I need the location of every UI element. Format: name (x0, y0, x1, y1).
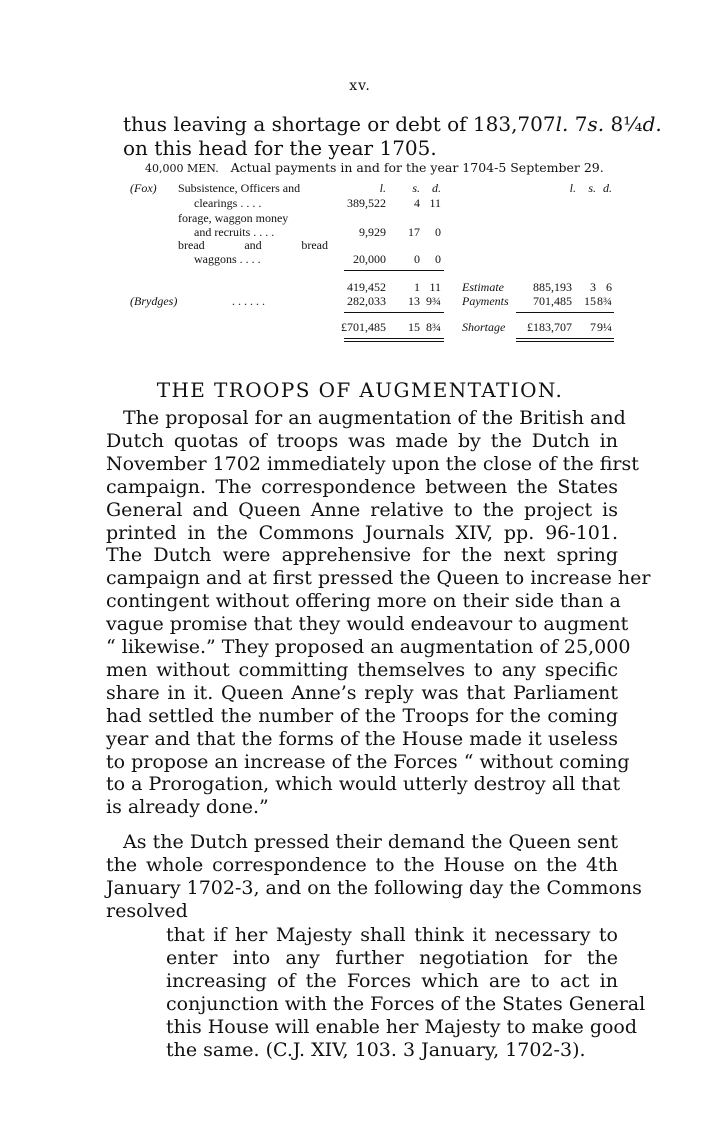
paragraph-1-line: The proposal for an augmentation of the British and (123, 407, 626, 429)
paragraph-1-line: campaign. The correspondence between the States (106, 475, 618, 498)
paragraph-1-line: vague promise that they would endeavour to augment (106, 613, 629, 636)
paragraph-1-line: men without committing themselves to any specific (106, 658, 618, 681)
row-label-brydges: (Brydges) (130, 294, 178, 308)
estimate-d: 6 (606, 280, 612, 294)
subtotal-s: 1 (414, 280, 420, 294)
paragraph-1-line: share in it. Queen Anne’s reply was that Parliament (106, 681, 618, 704)
paragraph-1-line: November 1702 immediately upon the close of the first (106, 452, 639, 475)
estimate-label: Estimate (462, 280, 504, 294)
paragraph-1-line: had settled the number of the Troops for the coming (106, 704, 618, 727)
paragraph-1-line: campaign and at first pressed the Queen to increase her (106, 567, 651, 590)
row3-s: 0 (414, 252, 420, 266)
subtotal-d: 11 (429, 280, 441, 294)
paragraph-1-line: is already done.” (106, 796, 269, 819)
row1-desc2: clearings . . . . (194, 196, 262, 210)
row2-l: 9,929 (359, 225, 386, 239)
quote-line: that if her Majesty shall think it necessary to (166, 924, 618, 946)
quote-line: this House will enable her Majesty to make good (166, 1015, 638, 1038)
total-d: 8¾ (426, 320, 441, 334)
row-label-fox: (Fox) (130, 181, 157, 195)
quote-line: conjunction with the Forces of the States General (166, 992, 646, 1015)
quote-line: enter into any further negotiation for the (166, 946, 618, 969)
row1-d: 11 (429, 196, 441, 210)
row3-d: 0 (435, 252, 441, 266)
payments-d: 8¾ (597, 294, 612, 308)
total-rule-left (344, 312, 444, 313)
subtotal-rule (344, 270, 444, 271)
paragraph-2-line: the whole correspondence to the House on the 4th (106, 853, 618, 876)
intro-line-2: on this head for the year 1705. (123, 136, 437, 160)
row3-desc1: bread and bread (178, 238, 328, 252)
estimate-s: 3 (590, 280, 596, 294)
brydges-s: 13 (408, 294, 420, 308)
quote-line: the same. (C.J. XIV, 103. 3 January, 1702-3). (166, 1038, 586, 1061)
page-number: xv. (349, 78, 371, 94)
paragraph-1-line: to propose an increase of the Forces “ without coming (106, 750, 630, 773)
col-header-l: l. (379, 181, 386, 195)
brydges-dots: . . . . . . (232, 294, 265, 308)
row1-s: 4 (414, 196, 420, 210)
col-header-s-right: s. (588, 181, 596, 195)
double-rule-left-1 (344, 338, 444, 339)
paragraph-2-line: As the Dutch pressed their demand the Queen sent (123, 831, 618, 853)
payments-s: 15 (584, 294, 596, 308)
shortage-s: 7 (590, 320, 596, 334)
paragraph-1-line: Dutch quotas of troops was made by the Dutch in (106, 429, 618, 452)
col-header-d-right: d. (603, 181, 612, 195)
row2-desc1: forage, waggon money (178, 211, 289, 225)
double-rule-right-2 (516, 341, 614, 342)
shortage-label: Shortage (462, 320, 506, 334)
total-rule-right (516, 312, 614, 313)
shortage-l: £183,707 (527, 320, 572, 334)
row2-s: 17 (408, 225, 420, 239)
total-s: 15 (408, 320, 420, 334)
payments-l: 701,485 (533, 294, 572, 308)
total-l: £701,485 (341, 320, 386, 334)
paragraph-2-line: January 1702-3, and on the following day the Commons (106, 876, 642, 899)
caption-text: Actual payments in and for the year 1704-5 September 29. (230, 160, 604, 175)
row1-desc1: Subsistence, Officers and (178, 181, 301, 195)
paragraph-2-line: resolved (106, 899, 188, 922)
caption-men: 40,000 MEN. (145, 162, 219, 175)
intro-line-1: thus leaving a shortage or debt of 183,707l. 7s. 8¼d. (123, 112, 662, 136)
section-heading: THE TROOPS OF AUGMENTATION. (156, 378, 564, 402)
paragraph-1-line: The Dutch were apprehensive for the next spring (106, 544, 618, 567)
col-header-d: d. (432, 181, 441, 195)
paragraph-1-line: year and that the forms of the House made it useless (106, 727, 618, 750)
double-rule-left-2 (344, 341, 444, 342)
paragraph-1-line: contingent without offering more on their side than a (106, 590, 621, 613)
paragraph-1-line: General and Queen Anne relative to the project is (106, 498, 618, 521)
row1-l: 389,522 (347, 196, 386, 210)
paragraph-1-line: printed in the Commons Journals XIV, pp. 96-101. (106, 521, 618, 544)
double-rule-right-1 (516, 338, 614, 339)
brydges-d: 9¾ (426, 294, 441, 308)
table-caption (145, 160, 604, 175)
estimate-l: 885,193 (533, 280, 572, 294)
payments-label: Payments (462, 294, 509, 308)
col-header-s: s. (412, 181, 420, 195)
row2-d: 0 (435, 225, 441, 239)
paragraph-1-line: to a Prorogation, which would utterly destroy all that (106, 773, 621, 796)
subtotal-l: 419,452 (347, 280, 386, 294)
shortage-d: 9¼ (597, 320, 612, 334)
row3-desc2: waggons . . . . (194, 252, 261, 266)
quote-line: increasing of the Forces which are to act in (166, 969, 618, 992)
paragraph-1-line: “ likewise.” They proposed an augmentation of 25,000 (106, 636, 631, 658)
brydges-l: 282,033 (347, 294, 386, 308)
col-header-l-right: l. (569, 181, 576, 195)
row3-l: 20,000 (353, 252, 386, 266)
row2-desc2: and recruits . . . . (194, 225, 275, 239)
